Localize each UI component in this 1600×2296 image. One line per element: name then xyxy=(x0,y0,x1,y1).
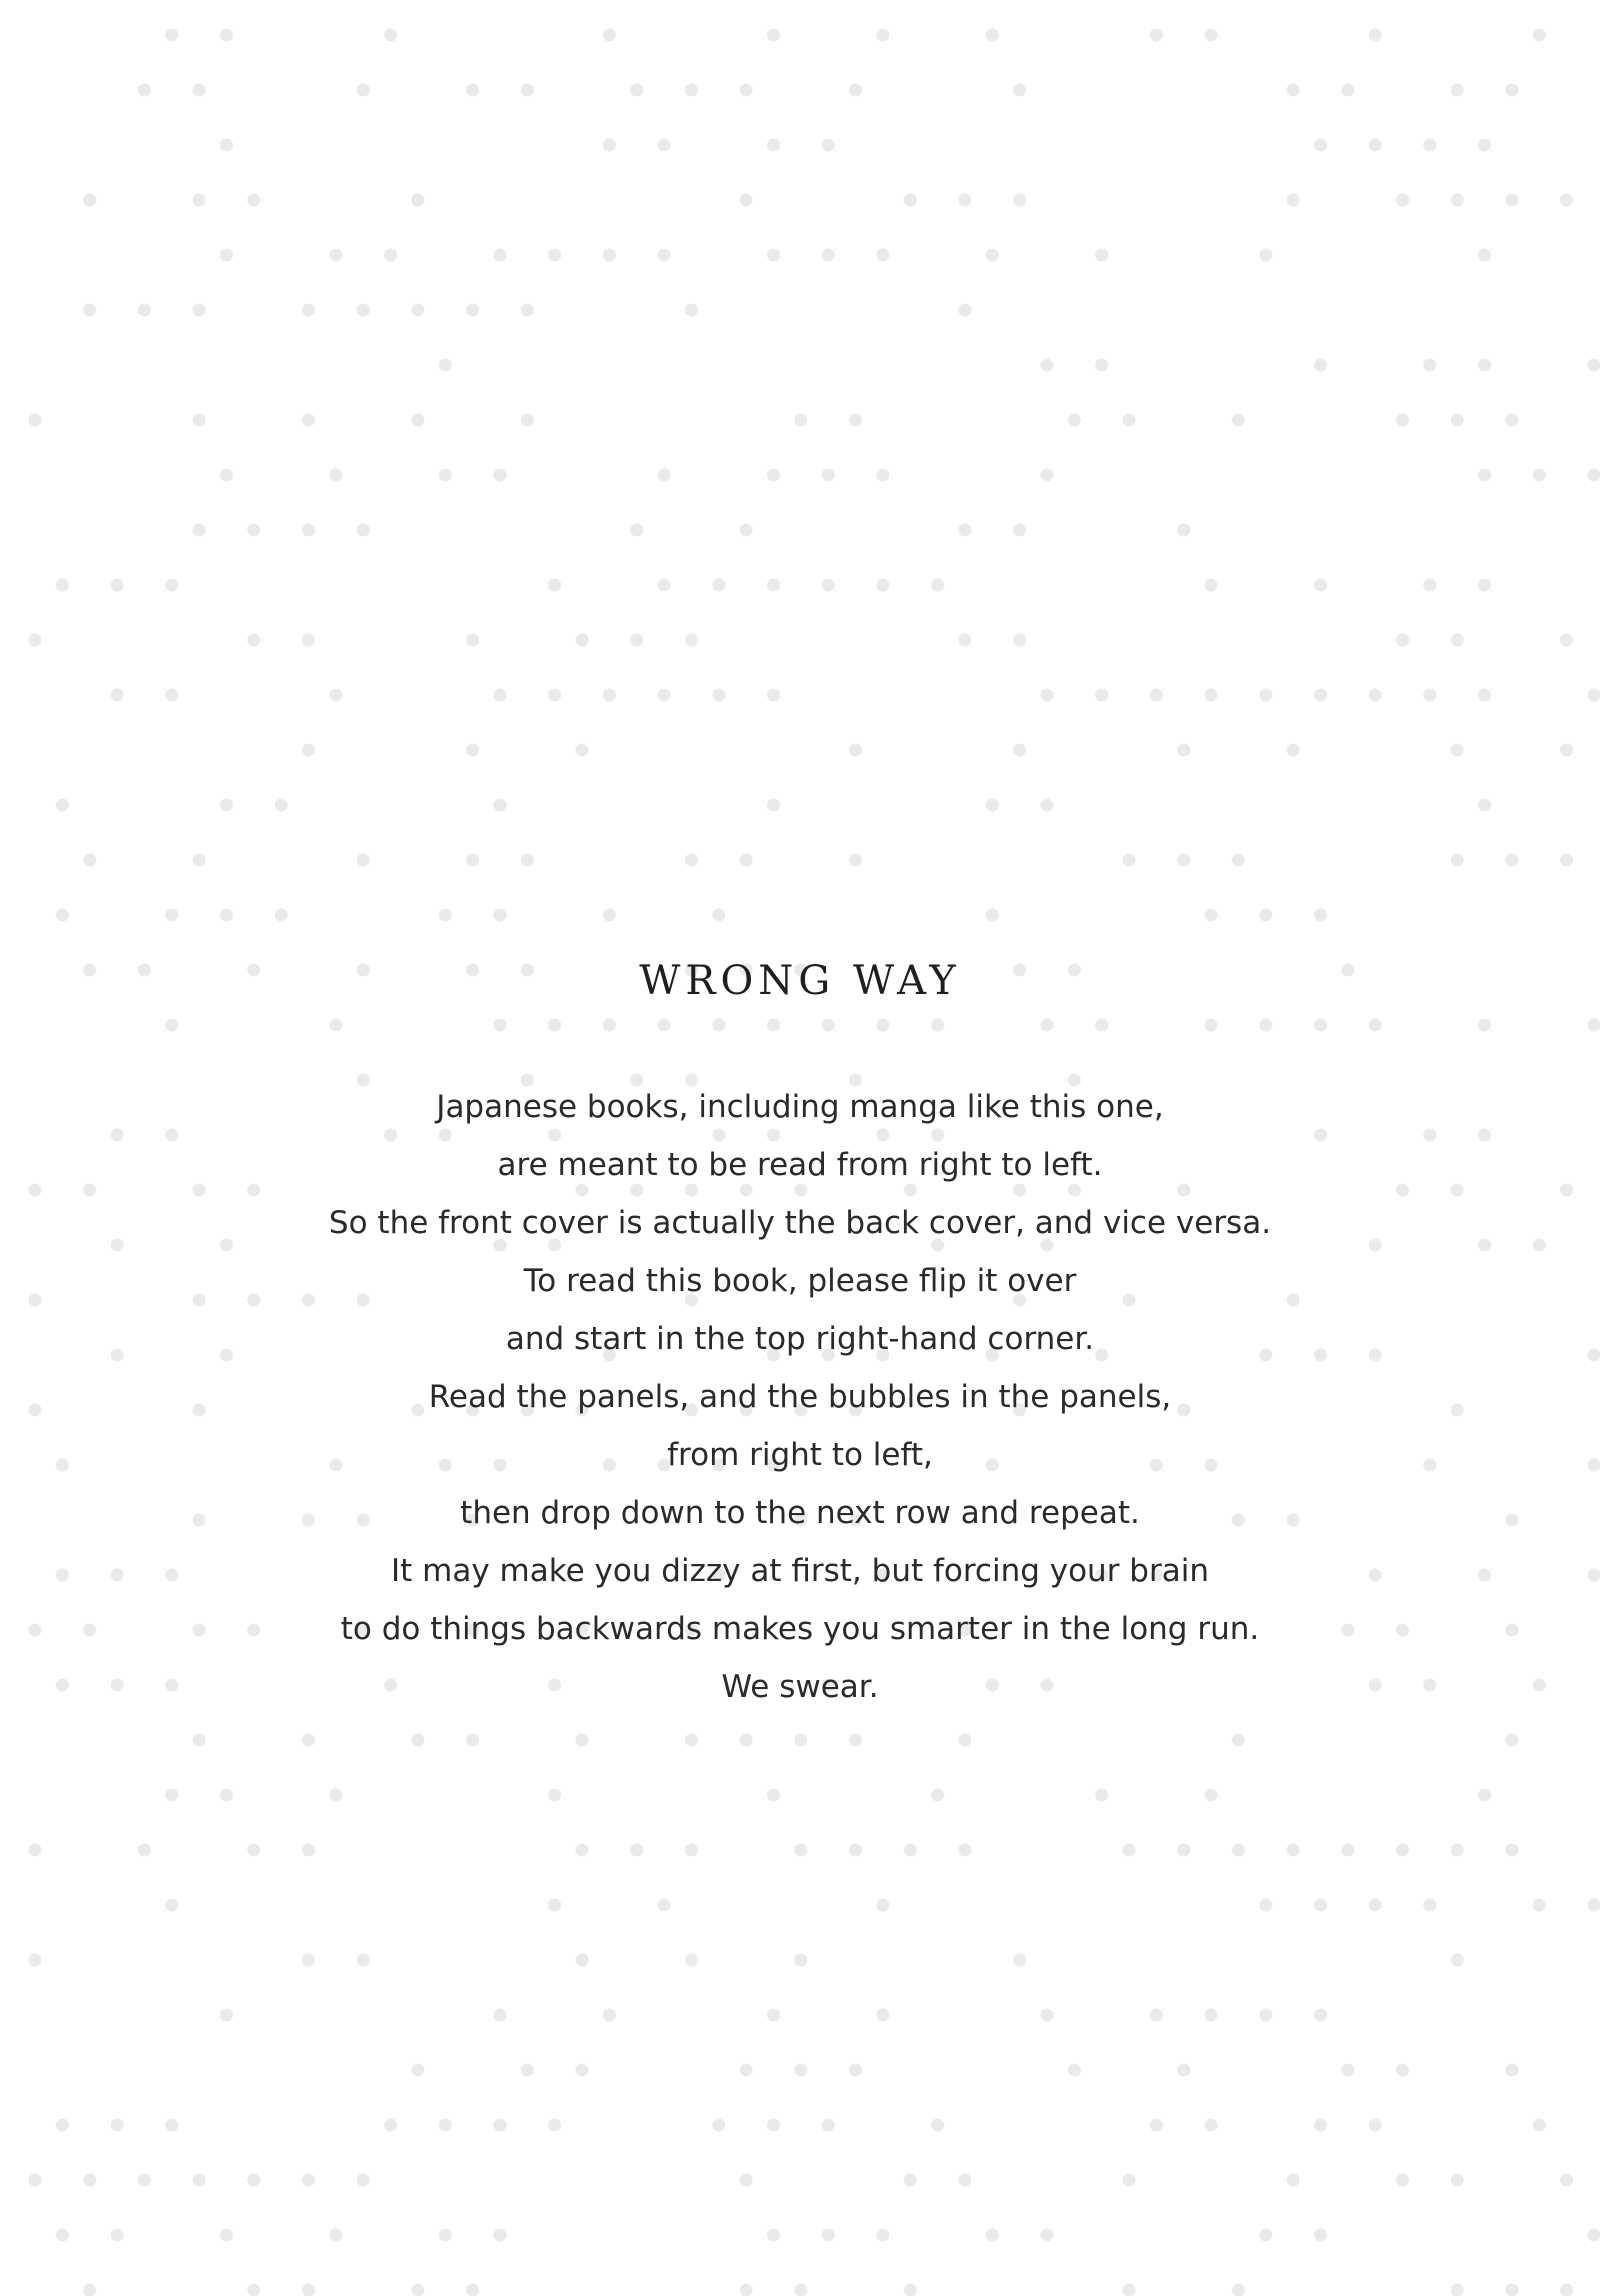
notice-body xyxy=(0,1078,1600,1716)
notice-line: It may make you dizzy at first, but forcing your brain xyxy=(390,1553,1209,1589)
notice-line: from right to left, xyxy=(667,1437,933,1473)
notice-line: then drop down to the next row and repeat. xyxy=(460,1495,1140,1531)
notice-line: We swear. xyxy=(721,1669,879,1705)
notice-line: Read the panels, and the bubbles in the panels, xyxy=(428,1379,1172,1415)
notice-line: So the front cover is actually the back cover, and vice versa. xyxy=(328,1205,1272,1241)
notice-line: To read this book, please flip it over xyxy=(523,1263,1077,1299)
notice-title: WRONG WAY xyxy=(639,958,961,1004)
notice-line: Japanese books, including manga like this one, xyxy=(436,1089,1164,1125)
notice-line: and start in the top right-hand corner. xyxy=(505,1321,1095,1357)
notice-line: to do things backwards makes you smarter in the long run. xyxy=(340,1611,1260,1647)
notice-line: are meant to be read from right to left. xyxy=(497,1147,1103,1183)
